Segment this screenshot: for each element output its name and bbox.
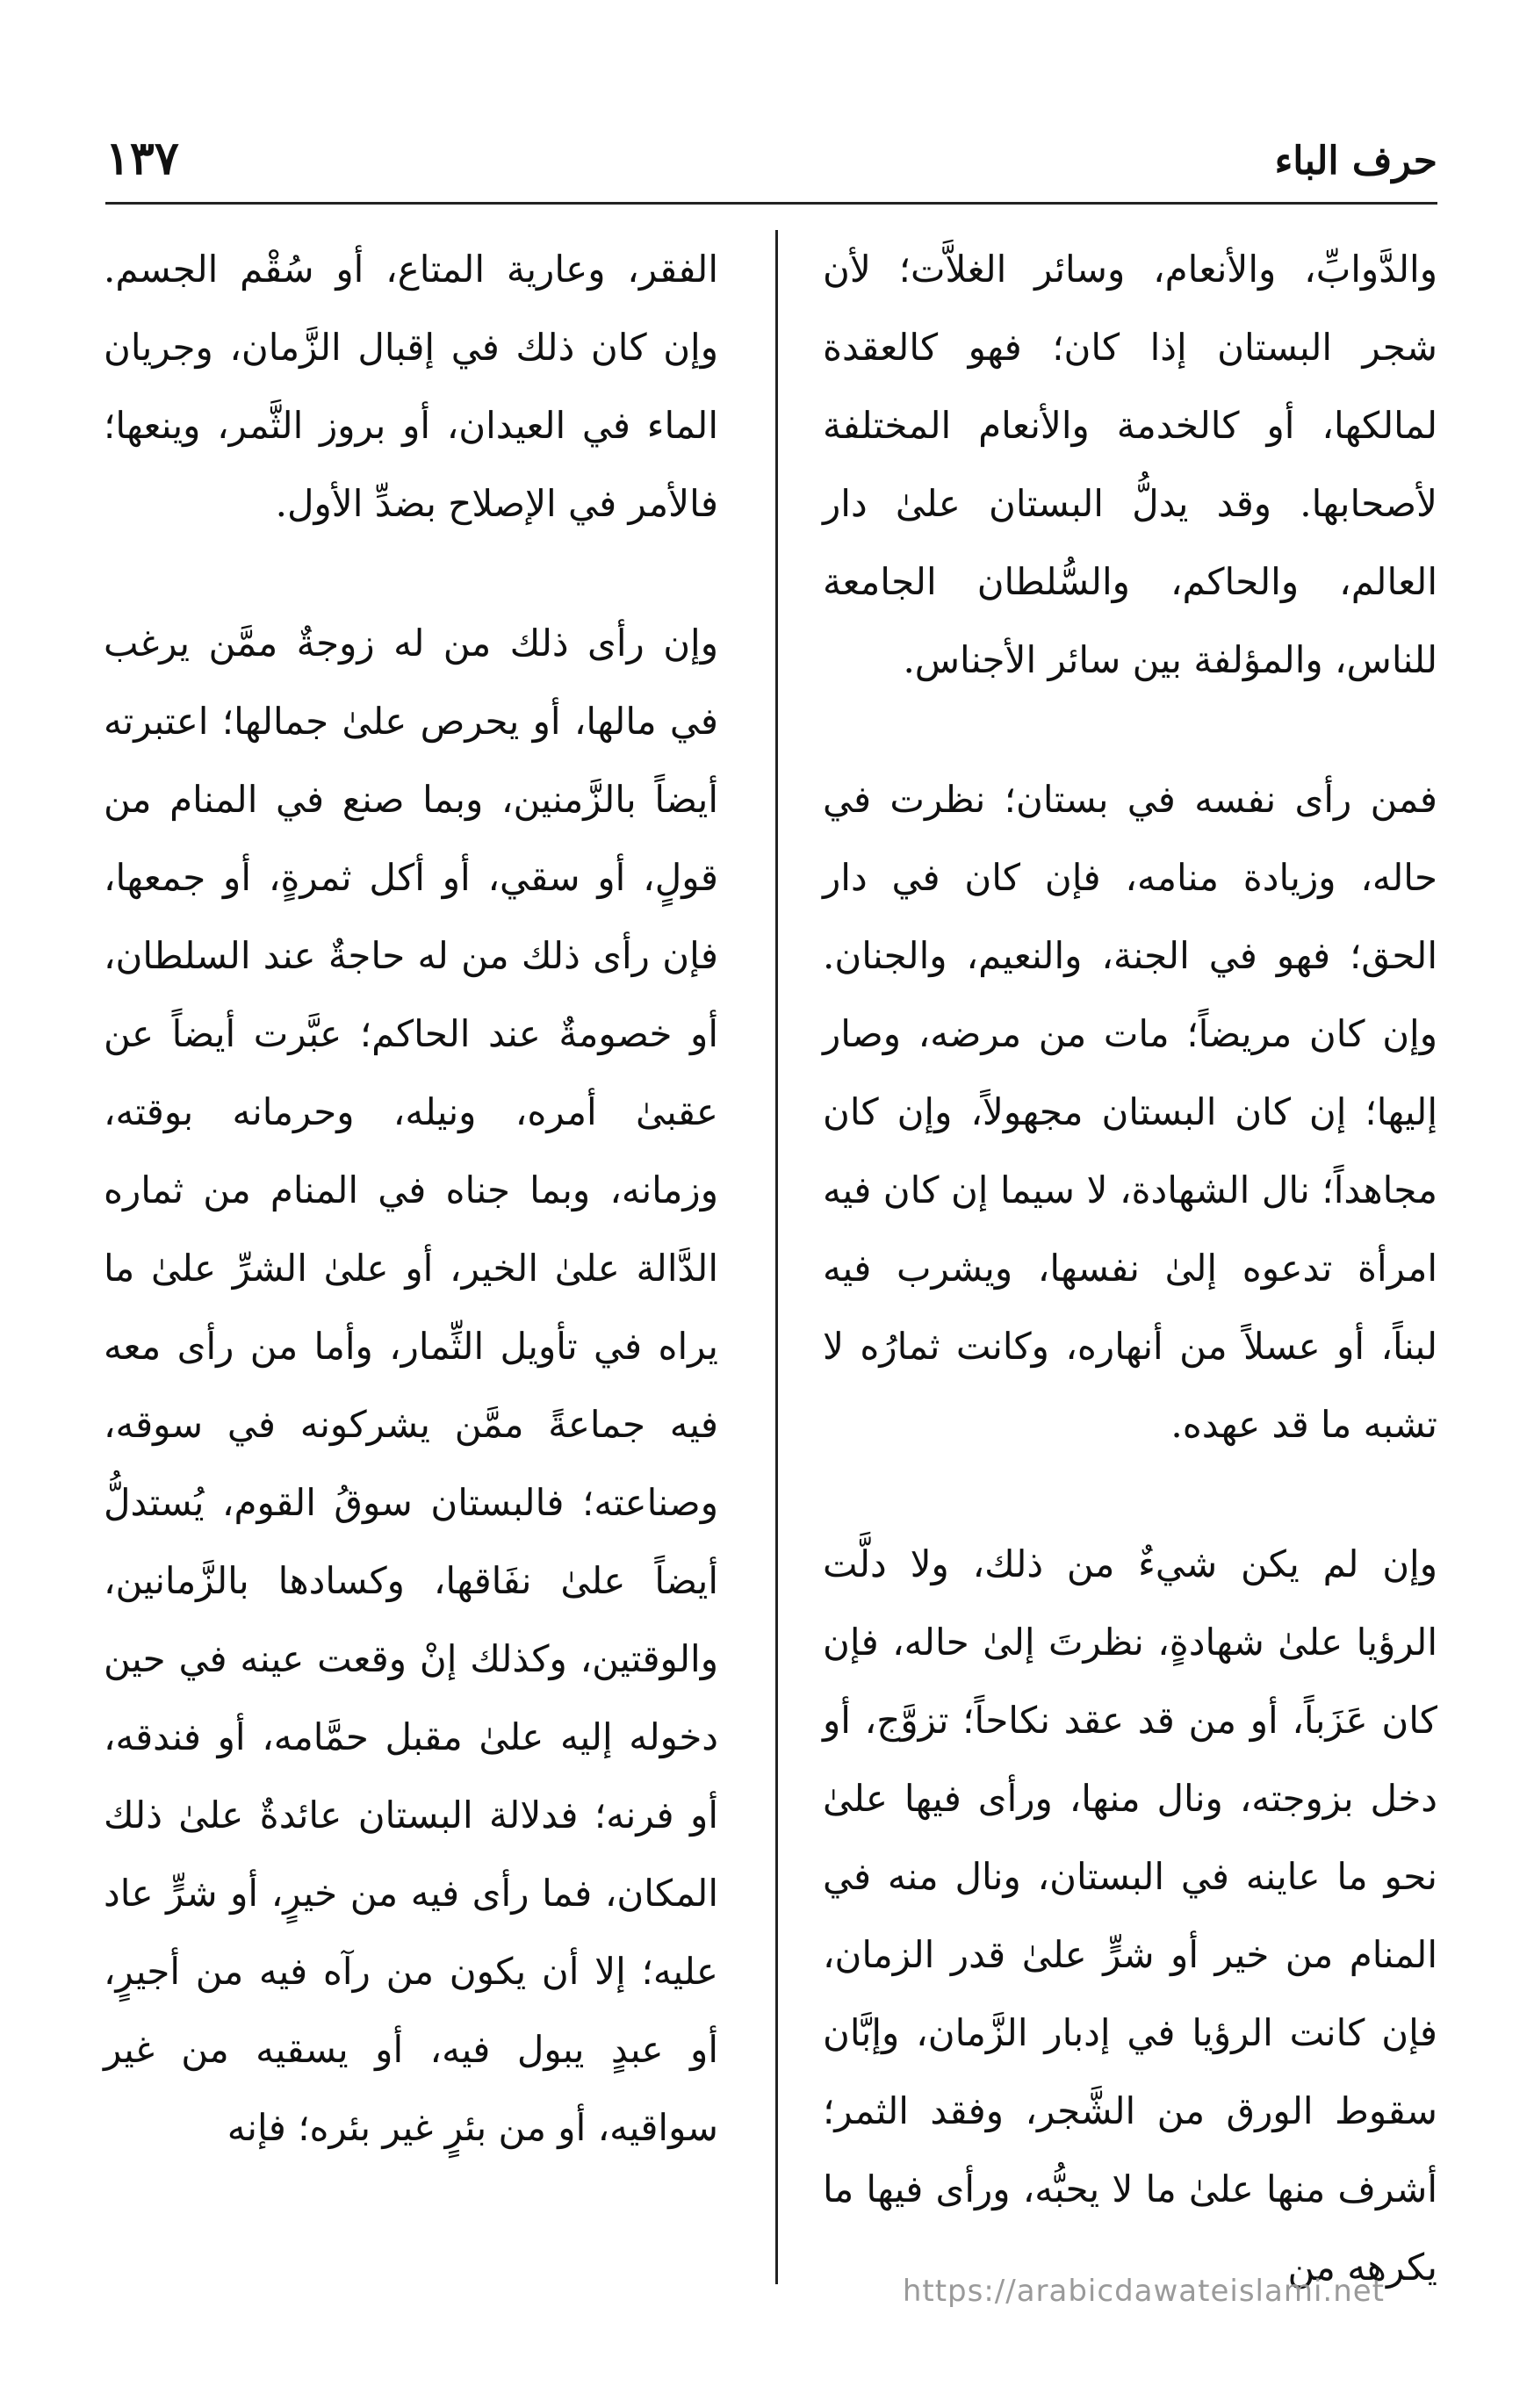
paragraph: فمن رأى نفسه في بستان؛ نظرت في حاله، وزيادة منامه، فإن كان في دار الحق؛ فهو في الجنة، والنعيم، والجنان. وإن كان مريضاً؛ مات من مرضه، وصار إليها؛ إن كان البستان مجهولاً، وإن كان مجاهداً؛ نال الشهادة، لا سيما إن كان فيه امرأة تدعوه إلىٰ نفسها، ويشرب فيه لبناً، أو عسلاً من أنهاره، وكانت ثمارُه لا تشبه ما قد عهده. — [823, 778, 1437, 1446]
left-column — [104, 230, 718, 2228]
running-title: حرف الباء — [1274, 139, 1437, 183]
watermark-url: https://arabicdawateislami.net — [902, 2274, 1385, 2309]
paragraph: وإن لم يكن شيءٌ من ذلك، ولا دلَّت الرؤيا علىٰ شهادةٍ، نظرتَ إلىٰ حاله، فإن كان عَزَباً، أو من قد عقد نكاحاً؛ تزوَّج، أو دخل بزوجته، ونال منها، ورأى فيها علىٰ نحو ما عاينه في البستان، ونال منه في المنام من خير أو شرٍّ علىٰ قدر الزمان، فإن كانت الرؤيا في إدبار الزَّمان، وإبَّان سقوط الورق من الشَّجر، وفقد الثمر؛ أشرف منها علىٰ ما لا يحبُّه، ورأى فيها ما يكرهه من — [823, 1542, 1437, 2289]
paragraph: الفقر، وعارية المتاع، أو سُقْم الجسم. وإن كان ذلك في إقبال الزَّمان، وجريان الماء في العيدان، أو بروز الثَّمر، وينعها؛ فالأمر في الإصلاح بضدِّ الأول. — [104, 248, 718, 525]
column-divider — [775, 230, 778, 2284]
page-number: ١٣٧ — [105, 132, 179, 185]
paragraph: وإن رأى ذلك من له زوجةٌ ممَّن يرغب في مالها، أو يحرص علىٰ جمالها؛ اعتبرته أيضاً بالزَّمنين، وبما صنع في المنام من قولٍ، أو سقي، أو أكل ثمرةٍ، أو جمعها، فإن رأى ذلك من له حاجةٌ عند السلطان، أو خصومةٌ عند الحاكم؛ عبَّرت أيضاً عن عقبىٰ أمره، ونيله، وحرمانه بوقته، وزمانه، وبما جناه في المنام من ثماره الدَّالة علىٰ الخير، أو علىٰ الشرِّ علىٰ ما يراه في تأويل الثِّمار، وأما من رأى معه فيه جماعةً ممَّن يشركونه في سوقه، وصناعته؛ فالبستان سوقُ القوم، يُستدلُّ أيضاً علىٰ نفَاقها، وكسادها بالزَّمانين، والوقتين، وكذلك إنْ وقعت عينه في حين دخوله إليه علىٰ مقبل حمَّامه، أو فندقه، أو فرنه؛ فدلالة البستان عائدةٌ علىٰ ذلك المكان، فما رأى فيه من خيرٍ، أو شرٍّ عاد عليه؛ إلا أن يكون من رآه فيه من أجيرٍ، أو عبدٍ يبول فيه، أو يسقيه من غير سواقيه، أو من بئرٍ غير بئره؛ فإنه — [104, 622, 718, 2149]
right-column — [823, 230, 1437, 2368]
paragraph: والدَّوابِّ، والأنعام، وسائر الغلاَّت؛ لأن شجر البستان إذا كان؛ فهو كالعقدة لمالكها، أو كالخدمة والأنعام المختلفة لأصحابها. وقد يدلُّ البستان علىٰ دار العالم، والحاكم، والسُّلطان الجامعة للناس، والمؤلفة بين سائر الأجناس. — [823, 248, 1437, 681]
page-header — [105, 132, 1437, 205]
